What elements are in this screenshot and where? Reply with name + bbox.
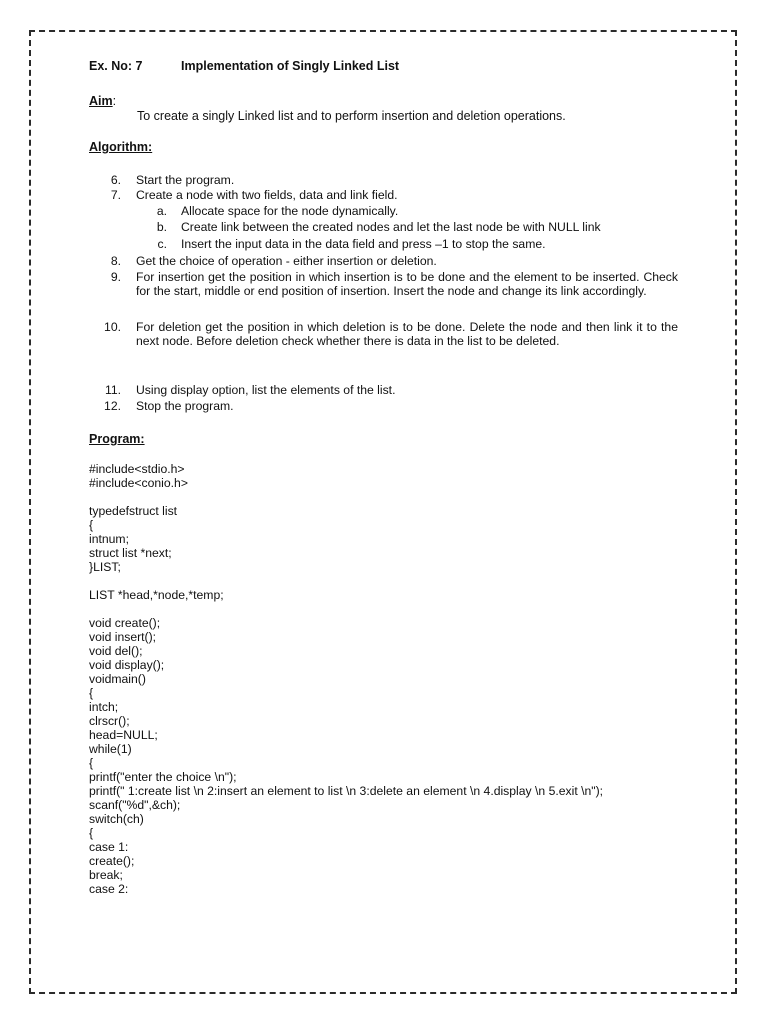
aim-text: To create a singly Linked list and to perform insertion and deletion operations. [137,109,566,123]
code-line: { [89,756,94,770]
program-code [89,462,603,896]
code-line: while(1) [89,742,132,756]
step-text: Allocate space for the node dynamically. [181,204,399,218]
code-line: { [89,826,94,840]
exercise-number: Ex. No: 7 [89,59,143,73]
step-text: Create link between the created nodes and let the last node be with NULL link [181,220,601,234]
aim-heading [89,94,116,108]
program-heading: Program: [89,432,145,446]
step-text: For deletion get the position in which deletion is to be done. Delete the node and then link it to the next node. Before deletion check whether there is data in the list to be deleted. [136,320,678,348]
code-line: break; [89,868,123,882]
code-line: voidmain() [89,672,146,686]
step-number: 10. [104,320,121,334]
step-text: For insertion get the position in which insertion is to be done and the element to be inserted. Check for the start, middle or end position of insertion. Insert the node and change its link accordingly. [136,270,678,298]
step-text: Create a node with two fields, data and link field. [136,188,398,202]
code-line: head=NULL; [89,728,158,742]
step-number: 9. [110,270,121,284]
code-line: scanf("%d",&ch); [89,798,181,812]
algorithm-heading: Algorithm: [89,140,153,154]
step-text: Insert the input data in the data field and press –1 to stop the same. [181,237,546,251]
step-number: 11. [104,383,121,397]
code-line: #include<conio.h> [89,476,188,490]
code-line: void display(); [89,658,165,672]
step-number: c. [157,237,167,251]
code-line: printf(" 1:create list \n 2:insert an element to list \n 3:delete an element \n 4.display \n 5.exit \n"); [89,784,604,798]
step-number: 12. [104,399,121,413]
code-line: create(); [89,854,135,868]
step-text: Using display option, list the elements of the list. [136,383,396,397]
step-text: Start the program. [136,173,235,187]
code-line: void insert(); [89,630,157,644]
code-line: void del(); [89,644,143,658]
code-line: { [89,518,94,532]
code-line: #include<stdio.h> [89,462,185,476]
code-line: void create(); [89,616,161,630]
code-line: typedefstruct list [89,504,178,518]
step-number: a. [156,204,167,218]
code-line: struct list *next; [89,546,172,560]
code-line: LIST *head,*node,*temp; [89,588,224,602]
code-line: clrscr(); [89,714,130,728]
code-line: }LIST; [89,560,121,574]
code-line: { [89,686,94,700]
step-number: 8. [110,254,121,268]
exercise-name: Implementation of Singly Linked List [181,59,400,73]
code-line [89,574,603,588]
aim-label: Aim [89,94,113,108]
code-line: switch(ch) [89,812,144,826]
code-line: case 2: [89,882,129,896]
step-text: Get the choice of operation - either insertion or deletion. [136,254,437,268]
aim-colon: : [112,94,117,108]
exercise-title [89,59,399,73]
step-number: b. [156,220,167,234]
code-line [89,490,603,504]
step-number: 6. [110,173,121,187]
step-text: Stop the program. [136,399,234,413]
code-line: case 1: [89,840,129,854]
code-line: intnum; [89,532,129,546]
code-line: intch; [89,700,119,714]
code-line: printf("enter the choice \n"); [89,770,237,784]
step-number: 7. [110,188,121,202]
code-line [89,602,603,616]
